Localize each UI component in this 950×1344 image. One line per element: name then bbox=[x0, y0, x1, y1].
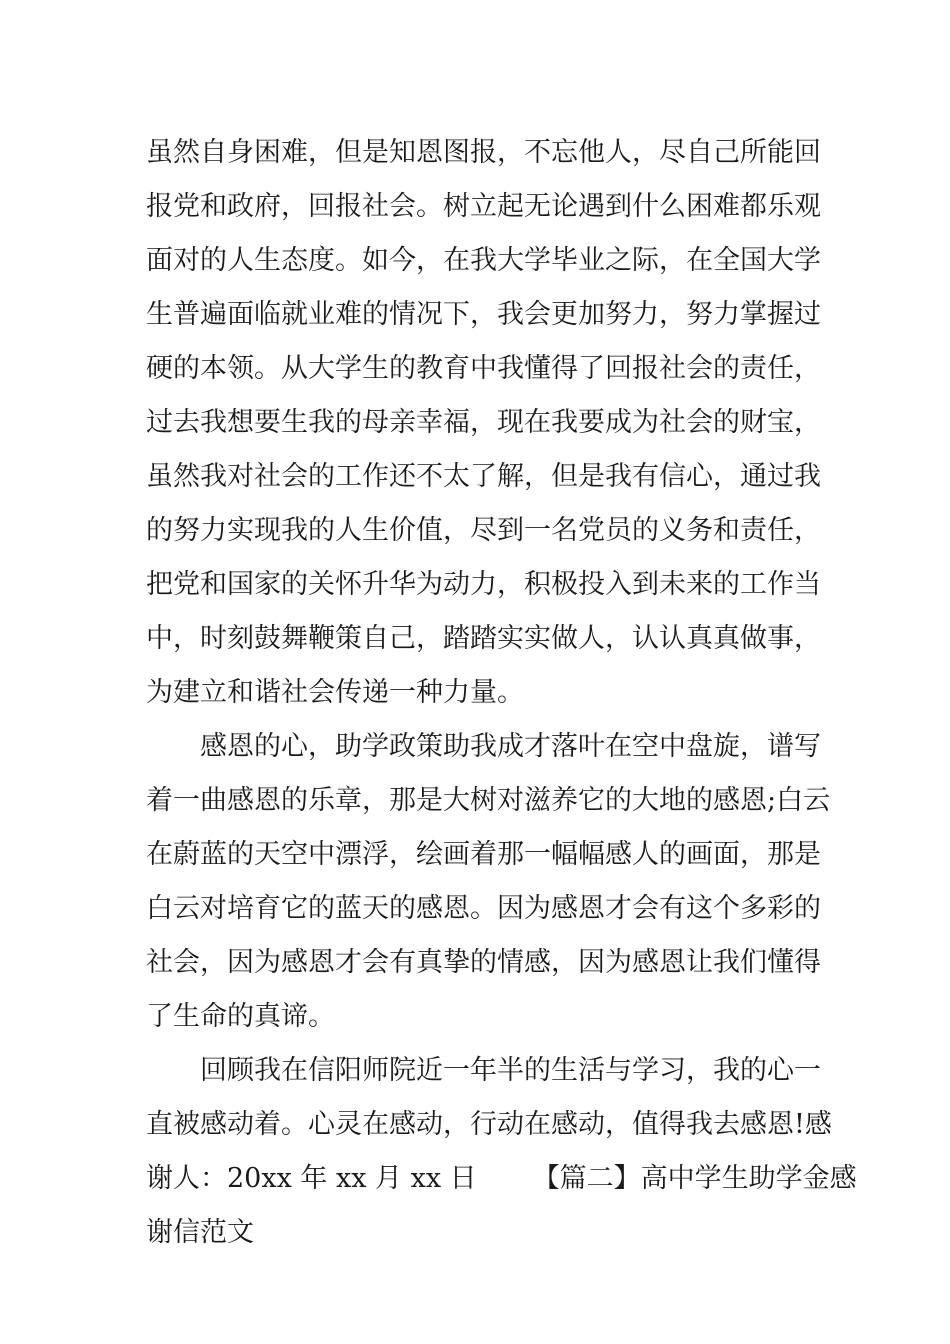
text-line: 了生命的真谛。 bbox=[146, 1001, 335, 1032]
text-line: 的努力实现我的人生价值，尽到一名党员的义务和责任， bbox=[146, 515, 821, 546]
text-line: 生普遍面临就业难的情况下，我会更加努力，努力掌握过 bbox=[146, 299, 821, 330]
text-line: 报党和政府，回报社会。树立起无论遇到什么困难都乐观 bbox=[146, 191, 821, 222]
text-line: 虽然我对社会的工作还不太了解，但是我有信心，通过我 bbox=[146, 461, 821, 492]
text-line: 把党和国家的关怀升华为动力，积极投入到未来的工作当 bbox=[146, 569, 821, 600]
signature-line bbox=[146, 1152, 857, 1206]
text-line: 直被感动着。心灵在感动，行动在感动，值得我去感恩!感 bbox=[146, 1109, 832, 1140]
text-line: 感恩的心，助学政策助我成才落叶在空中盘旋，谱写 bbox=[200, 731, 821, 762]
text-line: 谢信范文 bbox=[146, 1217, 254, 1248]
text-line: 中，时刻鼓舞鞭策自己，踏踏实实做人，认认真真做事， bbox=[146, 623, 821, 654]
text-line: 为建立和谐社会传递一种力量。 bbox=[146, 677, 524, 708]
text-line: 在蔚蓝的天空中漂浮，绘画着那一幅幅感人的画面，那是 bbox=[146, 839, 821, 870]
text-line: 社会，因为感恩才会有真挚的情感，因为感恩让我们懂得 bbox=[146, 947, 821, 978]
signature-date: 谢人：20xx 年 xx 月 xx 日 bbox=[146, 1163, 477, 1194]
section-heading: 【篇二】高中学生助学金感 bbox=[532, 1163, 857, 1194]
text-line: 面对的人生态度。如今，在我大学毕业之际，在全国大学 bbox=[146, 245, 821, 276]
text-line: 回顾我在信阳师院近一年半的生活与学习，我的心一 bbox=[200, 1055, 821, 1086]
text-line: 着一曲感恩的乐章，那是大树对滋养它的大地的感恩;白云 bbox=[146, 785, 831, 816]
text-line: 白云对培育它的蓝天的感恩。因为感恩才会有这个多彩的 bbox=[146, 893, 821, 924]
text-line: 虽然自身困难，但是知恩图报，不忘他人，尽自己所能回 bbox=[146, 137, 821, 168]
text-line: 硬的本领。从大学生的教育中我懂得了回报社会的责任， bbox=[146, 353, 821, 384]
text-line: 过去我想要生我的母亲幸福，现在我要成为社会的财宝， bbox=[146, 407, 821, 438]
body-text bbox=[146, 126, 857, 1260]
